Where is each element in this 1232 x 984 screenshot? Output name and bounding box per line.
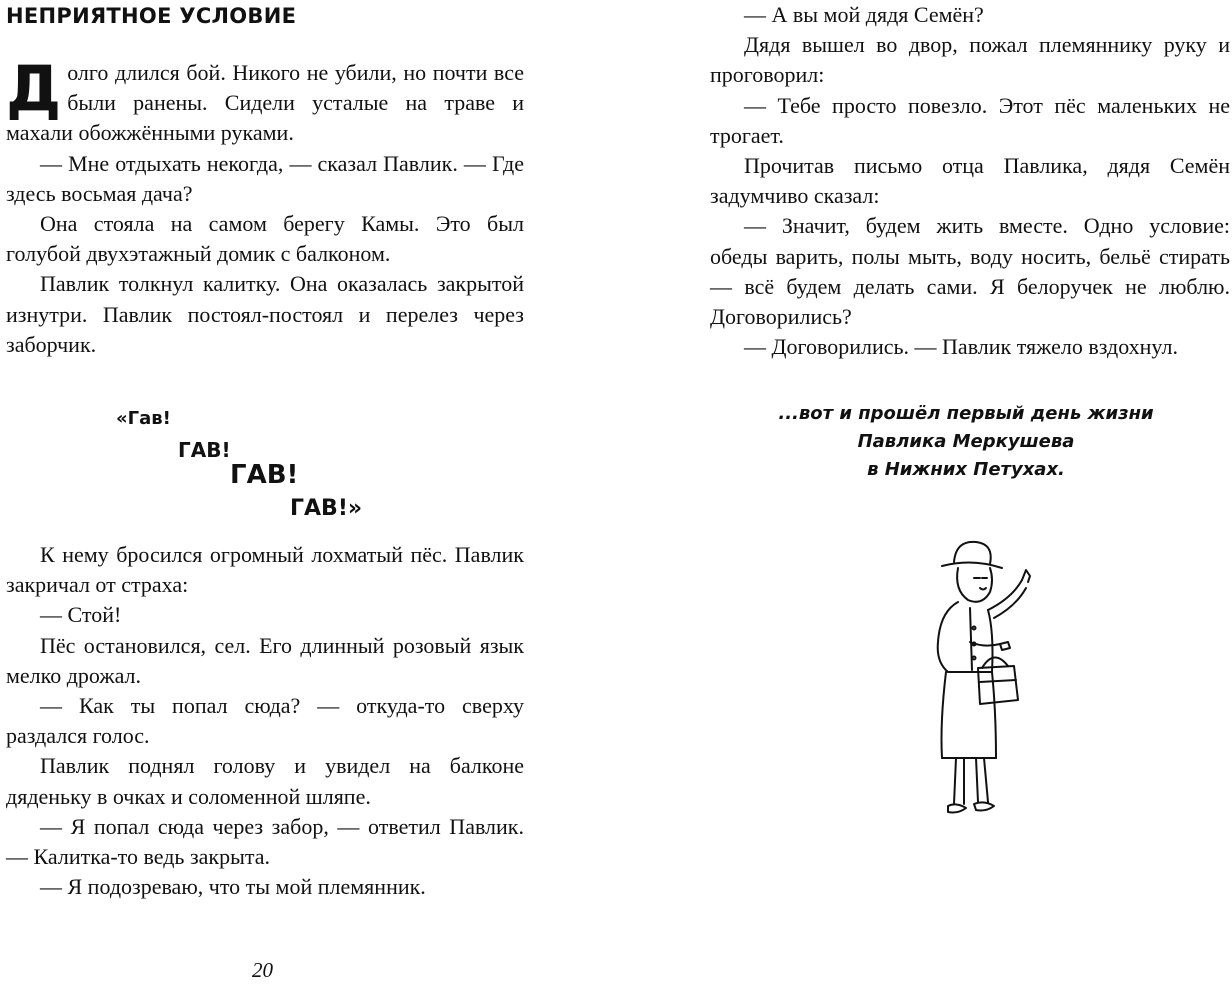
bark-line: ГАВ! — [178, 438, 231, 462]
paragraph: Она стояла на самом берегу Камы. Это был голубой двухэтажный домик с балконом. — [6, 211, 524, 267]
bark-line: ГАВ!» — [290, 496, 363, 521]
paragraph — [6, 52, 524, 149]
paragraph: — Я попал сюда через забор, — ответил Павлик. — Калитка-то ведь закрыта. — [6, 813, 524, 870]
epilogue-caption — [726, 400, 1206, 484]
left-text-bottom — [6, 540, 524, 902]
bark-line: «Гав! — [116, 408, 171, 429]
paragraph: Павлик толкнул калитку. Она оказалась закрытой изнутри. Павлик постоял-постоял и перелез через заборчик. — [6, 271, 524, 357]
paragraph: Прочитав письмо отца Павлика, дядя Семён задумчиво сказал: — [710, 153, 1230, 209]
paragraph: Пёс остановился, сел. Его длинный розовый язык мелко дрожал. — [6, 632, 524, 688]
right-text — [710, 0, 1230, 362]
page-number: 20 — [252, 958, 273, 982]
paragraph: — Договорились. — Павлик тяжело вздохнул. — [744, 334, 1178, 360]
paragraph-text: олго длился бой. Никого не убили, но почти все были ранены. Сидели усталые на траве и махали обожжёнными руками. — [6, 60, 524, 146]
epilogue-line: Павлика Меркушева — [857, 431, 1075, 452]
right-page — [616, 0, 1232, 984]
paragraph: — Значит, будем жить вместе. Одно условие: обеды варить, полы мыть, воду носить, бельё стирать — всё будем делать сами. Я белоручек не люблю. Договорились? — [710, 213, 1230, 330]
paragraph: — Стой! — [40, 602, 122, 628]
paragraph: — Тебе просто повезло. Этот пёс маленьких не трогает. — [710, 92, 1230, 148]
paragraph: К нему бросился огромный лохматый пёс. Павлик закричал от страха: — [6, 542, 524, 598]
paragraph: — Мне отдыхать некогда, — сказал Павлик. — Где здесь восьмая дача? — [6, 150, 524, 206]
paragraph: — А вы мой дядя Семён? — [744, 2, 984, 27]
bark-line: ГАВ! — [230, 460, 299, 490]
paragraph: — Как ты попал сюда? — откуда-то сверху раздался голос. — [6, 693, 524, 749]
drop-cap: Д — [6, 52, 62, 125]
paragraph: Павлик поднял голову и увидел на балконе дяденьку в очках и соломенной шляпе. — [6, 753, 524, 809]
epilogue-line: в Нижних Петухах. — [867, 459, 1065, 480]
paragraph: Дядя вышел во двор, пожал племяннику руку и проговорил: — [710, 32, 1230, 88]
left-text-top — [6, 52, 524, 360]
epilogue-line: ...вот и прошёл первый день жизни — [778, 403, 1154, 424]
chapter-title: НЕПРИЯТНОЕ УСЛОВИЕ — [6, 4, 297, 28]
left-page — [0, 0, 600, 984]
woman-illustration — [884, 532, 1064, 832]
paragraph: — Я подозреваю, что ты мой племянник. — [40, 874, 426, 900]
